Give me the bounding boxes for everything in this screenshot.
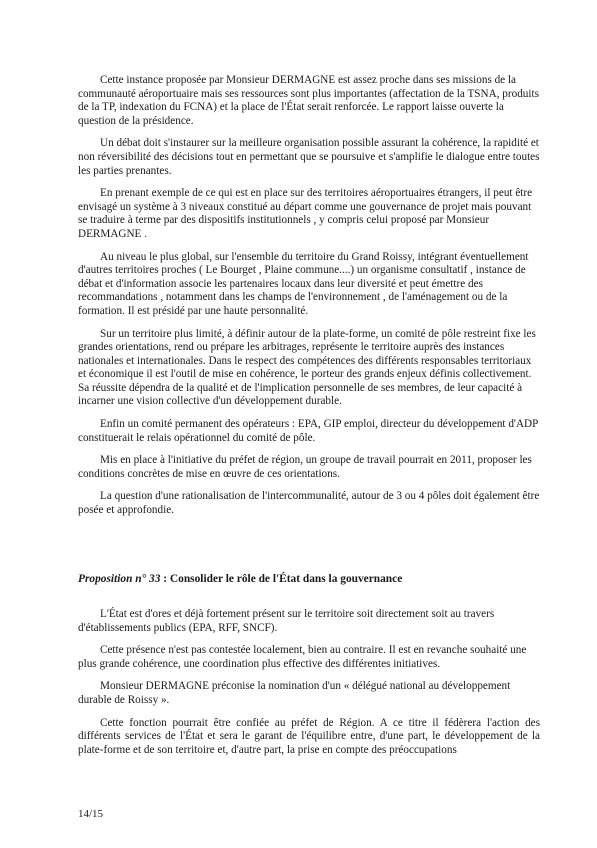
top-text-block (78, 74, 540, 527)
paragraph: Cette présence n'est pas contestée localement, bien au contraire. Il est en revanche souhaité une plus grande cohérence, une coordination plus effective des différentes initiatives. (78, 644, 527, 670)
paragraph: Au niveau le plus global, sur l'ensemble du territoire du Grand Roissy, intégrant éventuellement d'autres territoires proches ( Le Bourget , Plaine commune....) un organisme consultatif , instance de débat et d'information associe les partenaires locaux dans leur diversité et peut émettre des recommandations , notamment dans les champs de l'environnement , de l'aménagement ou de la formation. Il est présidé par une haute personnalité. (78, 250, 529, 317)
paragraph: Monsieur DERMAGNE préconise la nomination d'un « délégué national au développement durable de Roissy ». (78, 680, 511, 706)
paragraph: Cette fonction pourrait être confiée au préfet de Région. A ce titre il fédèrera l'action des différents services de l'État et sera le garant de l'équilibre entre, d'une part, le développement de la plate-forme et de son territoire et, d'autre part, la prise en compte des préoccupations (78, 716, 540, 756)
paragraph: En prenant exemple de ce qui est en place sur des territoires aéroportuaires étrangers, il peut être envisagé un système à 3 niveaux constitué au départ comme une gouvernance de projet mais pouvant se traduire à terme par des dispositifs institutionnels , y compris celui proposé par Monsieur DERMAGNE . (78, 187, 533, 240)
proposition-label: Proposition n° 33 (78, 573, 161, 585)
paragraph: Un débat doit s'instaurer sur la meilleure organisation possible assurant la cohérence, la rapidité et non réversibilité des décisions tout en permettant que se poursuive et s'amplifie le dialogue entre toutes les parties prenantes. (78, 137, 540, 177)
paragraph: Cette instance proposée par Monsieur DERMAGNE est assez proche dans ses missions de la communauté aéroportuaire mais ses ressources sont plus importantes (affectation de la TSNA, produits de la TP, indexation du FCNA) et la place de l'État serait renforcée. Le rapport laisse ouverte la question de la présidence. (78, 74, 539, 127)
paragraph: La question d'une rationalisation de l'intercommunalité, autour de 3 ou 4 pôles doit également être posée et approfondie. (78, 490, 540, 517)
paragraph: L'État est d'ores et déjà fortement présent sur le territoire soit directement soit au travers d'établissements publics (EPA, RFF, SNCF). (78, 608, 495, 634)
paragraph: Enfin un comité permanent des opérateurs : EPA, GIP emploi, directeur du développement d'ADP constituerait le relais opérationnel du comité de pôle. (78, 418, 538, 444)
section-heading (78, 572, 548, 586)
paragraph: Mis en place à l'initiative du préfet de région, un groupe de travail pourrait en 2011, proposer les conditions concrètes de mise en œuvre de ces orientations. (78, 454, 532, 480)
proposition-title: : Consolider le rôle de l'État dans la gouvernance (160, 573, 403, 585)
paragraph: Sur un territoire plus limité, à définir autour de la plate-forme, un comité de pôle restreint fixe les grandes orientations, rend ou prépare les arbitrages, représente le territoire auprès des instances nationales et internationales. Dans le respect des compétences des différents responsables territoriaux et économique il est l'outil de mise en cohérence, le porteur des grands enjeux définis collectivement. Sa réussite dépendra de la qualité et de l'implication personnelle de ses membres, de leur capacité à incarner une vision collective d'un développement durable. (78, 327, 536, 408)
bottom-text-block (78, 608, 540, 766)
page-number: 14/15 (78, 808, 104, 820)
